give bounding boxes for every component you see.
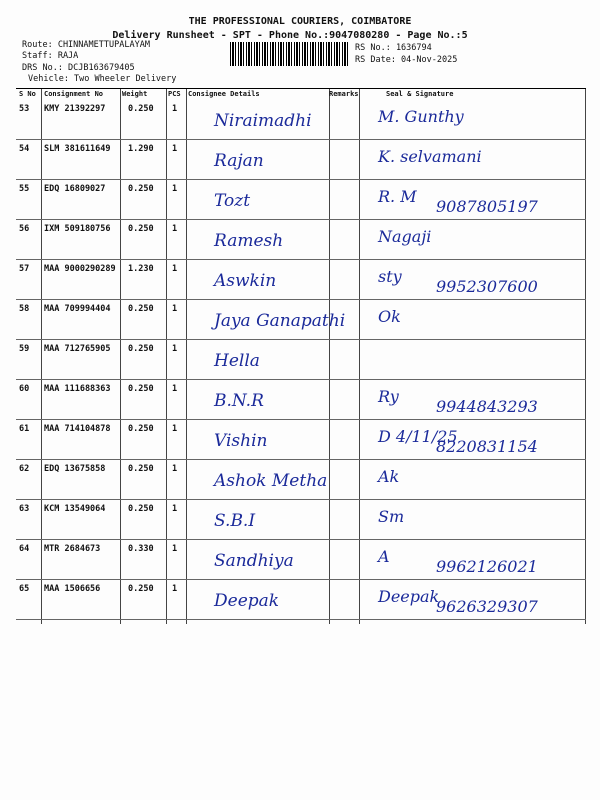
row-weight: 0.250 bbox=[128, 344, 154, 354]
row-pcs: 1 bbox=[172, 264, 178, 274]
row-weight: 0.250 bbox=[128, 384, 154, 394]
header-sno: S No bbox=[19, 90, 36, 98]
row-pcs: 1 bbox=[172, 504, 178, 514]
row-signature: Deepak bbox=[378, 587, 440, 606]
row-signature: D 4/11/25 bbox=[378, 427, 458, 446]
row-consignee: Vishin bbox=[214, 431, 268, 451]
table-row bbox=[16, 499, 586, 540]
row-signature: Nagaji bbox=[378, 227, 432, 246]
row-consignment: MAA 9000290289 bbox=[44, 264, 116, 274]
row-weight: 0.250 bbox=[128, 504, 154, 514]
row-sno: 58 bbox=[19, 304, 30, 314]
row-weight: 1.290 bbox=[128, 144, 154, 154]
row-consignee: Sandhiya bbox=[214, 551, 294, 571]
table-row bbox=[16, 379, 586, 420]
header-signature: Seal & Signature bbox=[386, 90, 454, 98]
row-consignment: EDQ 16809027 bbox=[44, 184, 106, 194]
row-pcs: 1 bbox=[172, 424, 178, 434]
row-consignee: Tozt bbox=[214, 191, 251, 211]
route-label: Route: CHINNAMETTUPALAYAM bbox=[22, 40, 150, 50]
table-row bbox=[16, 99, 586, 140]
row-pcs: 1 bbox=[172, 384, 178, 394]
row-consignee: Aswkin bbox=[214, 271, 277, 291]
row-weight: 0.250 bbox=[128, 464, 154, 474]
row-weight: 0.250 bbox=[128, 584, 154, 594]
barcode bbox=[230, 42, 348, 66]
row-weight: 0.250 bbox=[128, 224, 154, 234]
row-sno: 65 bbox=[19, 584, 30, 594]
header-consignment: Consignment No bbox=[44, 90, 104, 98]
row-pcs: 1 bbox=[172, 584, 178, 594]
table-row bbox=[16, 139, 586, 180]
row-signature: Sm bbox=[378, 507, 405, 526]
staff-label: Staff: RAJA bbox=[22, 51, 79, 61]
row-consignment: MAA 709994404 bbox=[44, 304, 111, 314]
company-title: THE PROFESSIONAL COURIERS, COIMBATORE bbox=[188, 16, 412, 27]
table-row bbox=[16, 219, 586, 260]
row-consignment: MAA 712765905 bbox=[44, 344, 111, 354]
header-weight: Weight bbox=[122, 90, 148, 98]
row-consignment: MAA 714104878 bbox=[44, 424, 111, 434]
row-signature: sty bbox=[378, 267, 402, 286]
row-signature: M. Gunthy bbox=[378, 107, 464, 126]
table-row bbox=[16, 299, 586, 340]
row-pcs: 1 bbox=[172, 344, 178, 354]
row-pcs: 1 bbox=[172, 144, 178, 154]
row-consignee: B.N.R bbox=[214, 391, 264, 411]
header-remarks: Remarks bbox=[329, 90, 359, 98]
vehicle-label: Vehicle: Two Wheeler Delivery bbox=[28, 74, 177, 84]
row-signature: Ok bbox=[378, 307, 401, 326]
row-consignee: Ramesh bbox=[214, 231, 284, 251]
rs-date: RS Date: 04-Nov-2025 bbox=[355, 55, 458, 65]
row-phone: 9626329307 bbox=[436, 597, 538, 616]
row-pcs: 1 bbox=[172, 544, 178, 554]
row-sno: 63 bbox=[19, 504, 30, 514]
row-consignee: S.B.I bbox=[214, 511, 256, 531]
drs-number: DRS No.: DCJB163679405 bbox=[22, 63, 135, 73]
row-pcs: 1 bbox=[172, 464, 178, 474]
row-consignment: MAA 111688363 bbox=[44, 384, 111, 394]
runsheet-subtitle: Delivery Runsheet - SPT - Phone No.:9047080280 - Page No.:5 bbox=[112, 30, 468, 41]
table-row bbox=[16, 179, 586, 220]
table-row bbox=[16, 339, 586, 380]
row-sno: 60 bbox=[19, 384, 30, 394]
row-sno: 53 bbox=[19, 104, 30, 114]
row-sno: 64 bbox=[19, 544, 30, 554]
rs-number: RS No.: 1636794 bbox=[355, 43, 432, 53]
row-sno: 57 bbox=[19, 264, 30, 274]
row-weight: 0.250 bbox=[128, 184, 154, 194]
row-consignment: SLM 381611649 bbox=[44, 144, 111, 154]
row-pcs: 1 bbox=[172, 224, 178, 234]
table-row bbox=[16, 579, 586, 620]
row-consignee: Deepak bbox=[214, 591, 280, 611]
table-row bbox=[16, 419, 586, 460]
row-sno: 56 bbox=[19, 224, 30, 234]
row-consignment: KCM 13549064 bbox=[44, 504, 106, 514]
row-sno: 62 bbox=[19, 464, 30, 474]
runsheet-table bbox=[16, 88, 586, 624]
table-row bbox=[16, 459, 586, 500]
row-signature: Ak bbox=[378, 467, 400, 486]
table-row bbox=[16, 259, 586, 300]
row-weight: 0.330 bbox=[128, 544, 154, 554]
row-signature: R. M bbox=[378, 187, 417, 206]
row-pcs: 1 bbox=[172, 304, 178, 314]
row-weight: 0.250 bbox=[128, 304, 154, 314]
row-sno: 54 bbox=[19, 144, 30, 154]
row-consignment: MTR 2684673 bbox=[44, 544, 101, 554]
row-signature: A bbox=[378, 547, 390, 566]
row-phone: 9944843293 bbox=[436, 397, 538, 416]
row-weight: 1.230 bbox=[128, 264, 154, 274]
row-consignment: MAA 1506656 bbox=[44, 584, 101, 594]
row-phone: 9087805197 bbox=[436, 197, 538, 216]
row-pcs: 1 bbox=[172, 184, 178, 194]
row-phone: 8220831154 bbox=[436, 437, 538, 456]
row-sno: 55 bbox=[19, 184, 30, 194]
header-consignee: Consignee Details bbox=[188, 90, 260, 98]
row-weight: 0.250 bbox=[128, 424, 154, 434]
row-signature: Ry bbox=[378, 387, 399, 406]
row-consignee: Jaya Ganapathi bbox=[214, 311, 346, 331]
row-sno: 59 bbox=[19, 344, 30, 354]
row-consignee: Ashok Metha bbox=[214, 471, 328, 491]
row-consignee: Hella bbox=[214, 351, 260, 371]
row-consignment: EDQ 13675858 bbox=[44, 464, 106, 474]
row-sno: 61 bbox=[19, 424, 30, 434]
row-signature: K. selvamani bbox=[378, 147, 482, 166]
row-consignment: KMY 21392297 bbox=[44, 104, 106, 114]
row-consignment: IXM 509180756 bbox=[44, 224, 111, 234]
row-consignee: Rajan bbox=[214, 151, 264, 171]
row-phone: 9952307600 bbox=[436, 277, 538, 296]
row-weight: 0.250 bbox=[128, 104, 154, 114]
table-row bbox=[16, 539, 586, 580]
row-pcs: 1 bbox=[172, 104, 178, 114]
row-phone: 9962126021 bbox=[436, 557, 538, 576]
header-pcs: PCS bbox=[168, 90, 181, 98]
row-consignee: Niraimadhi bbox=[214, 111, 312, 131]
